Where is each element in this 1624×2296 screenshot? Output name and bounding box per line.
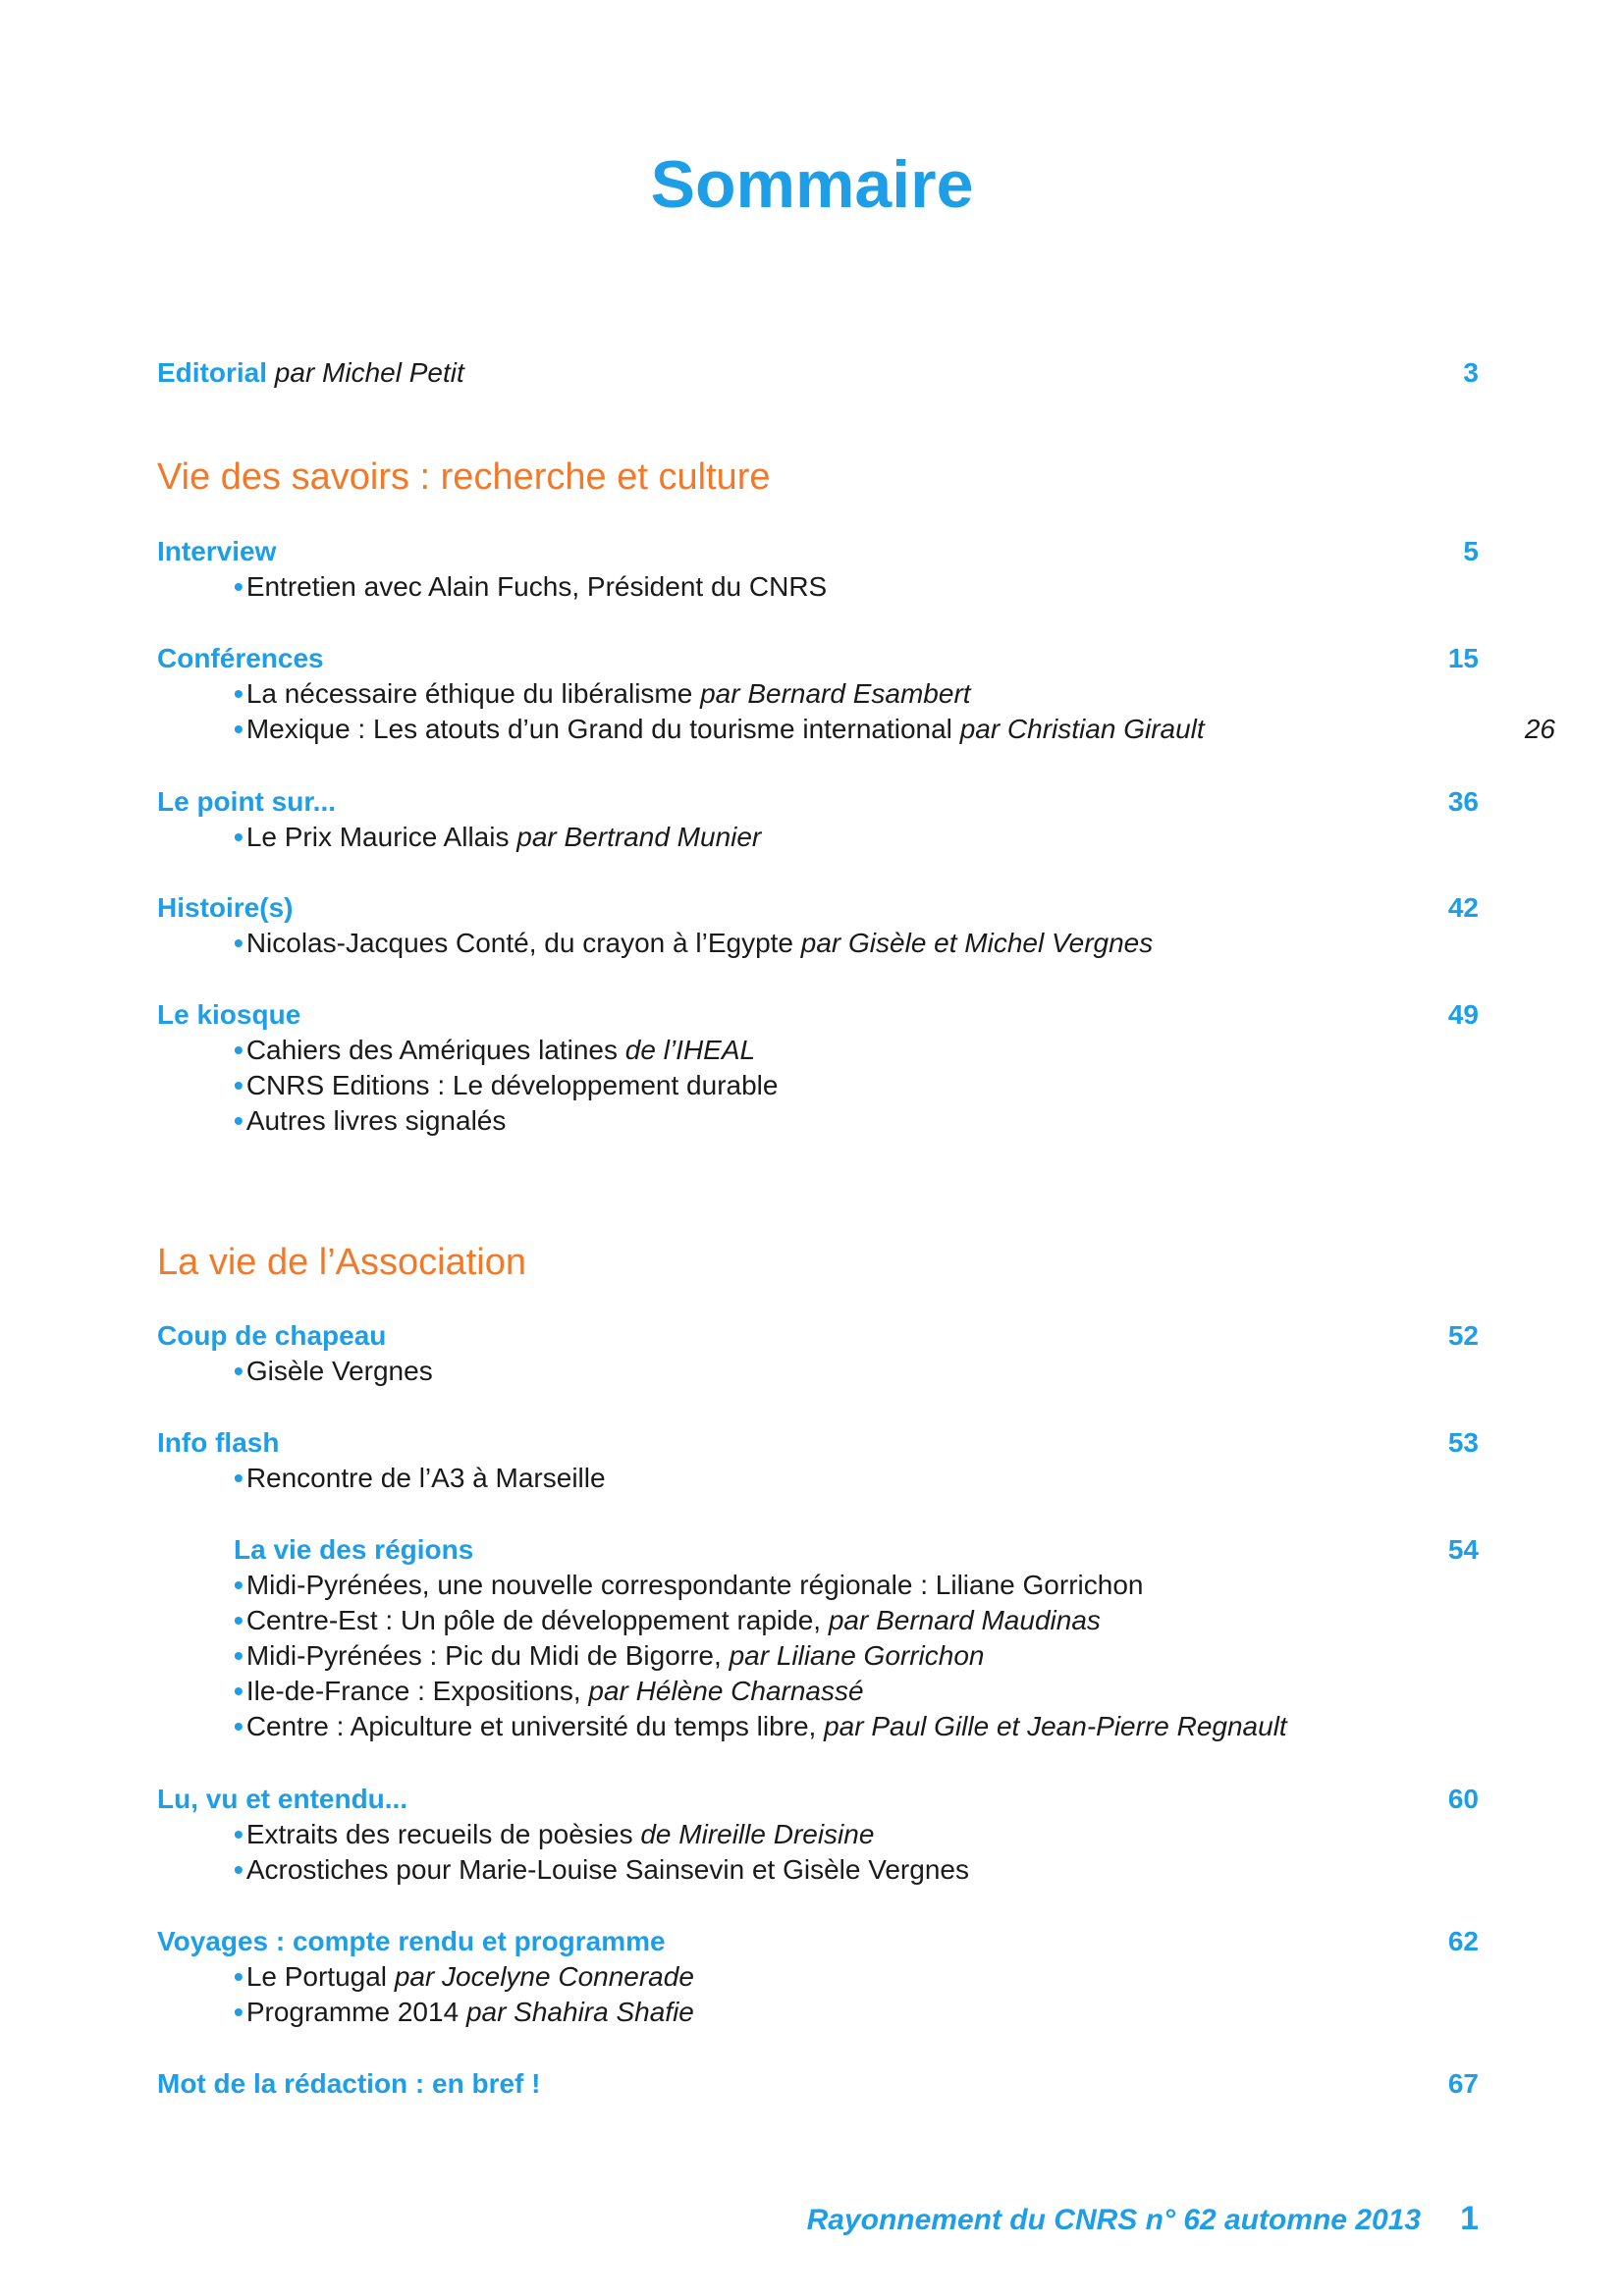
- toc-entry-kiosque[interactable]: [157, 997, 1479, 1033]
- page-number: 60: [1447, 1784, 1479, 1814]
- toc-item[interactable]: • Programme 2014 par Shahira Shafie: [234, 1997, 694, 2027]
- bullet-icon: •: [234, 1711, 244, 1741]
- bullet-icon: •: [234, 822, 244, 852]
- section-title: Mot de la rédaction : en bref !: [157, 2068, 541, 2099]
- toc-entry-regions[interactable]: [157, 1532, 1479, 1568]
- toc-entry-histoire[interactable]: [157, 890, 1479, 926]
- bullet-icon: •: [234, 1997, 244, 2027]
- toc-item[interactable]: • Gisèle Vergnes: [234, 1356, 433, 1386]
- bullet-icon: •: [234, 1640, 244, 1671]
- toc-item[interactable]: • Mexique : Les atouts d’un Grand du tourisme international par Christian Girault 26: [157, 712, 1555, 747]
- section-title: Lu, vu et entendu...: [157, 1784, 408, 1814]
- bullet-icon: •: [234, 1854, 244, 1885]
- bullet-icon: •: [234, 1070, 244, 1100]
- toc-item[interactable]: • Cahiers des Amériques latines de l’IHEAL: [234, 1035, 756, 1065]
- bullet-icon: •: [234, 714, 244, 744]
- toc-item[interactable]: • Midi-Pyrénées, une nouvelle correspondante régionale : Liliane Gorrichon: [234, 1570, 1144, 1600]
- page-number: 5: [1463, 536, 1479, 566]
- part-title-association: La vie de l’Association: [157, 1242, 526, 1283]
- page-number: 42: [1447, 892, 1479, 923]
- section-title: La vie des régions: [234, 1534, 474, 1565]
- folio-number: 1: [1460, 2200, 1479, 2237]
- page-number: 67: [1447, 2068, 1479, 2099]
- part-title-savoirs: Vie des savoirs : recherche et culture: [157, 456, 771, 498]
- bullet-icon: •: [234, 928, 244, 958]
- bullet-icon: •: [234, 571, 244, 602]
- page-number: 26: [1524, 714, 1555, 744]
- toc-entry-editorial[interactable]: [157, 355, 1479, 391]
- page-number: 62: [1447, 1926, 1479, 1956]
- toc-item[interactable]: • Ile-de-France : Expositions, par Hélène Charnassé: [234, 1676, 864, 1706]
- section-title: Le point sur...: [157, 786, 337, 817]
- page-number: 54: [1447, 1534, 1479, 1565]
- bullet-icon: •: [234, 1356, 244, 1386]
- page-number: 36: [1447, 786, 1479, 817]
- bullet-icon: •: [234, 1605, 244, 1635]
- bullet-icon: •: [234, 1961, 244, 1992]
- section-title: Voyages : compte rendu et programme: [157, 1926, 666, 1956]
- bullet-icon: •: [234, 1105, 244, 1136]
- toc-entry-flash[interactable]: [157, 1425, 1479, 1461]
- toc-item[interactable]: • Extraits des recueils de poèsies de Mireille Dreisine: [234, 1819, 875, 1849]
- toc-item[interactable]: • Centre : Apiculture et université du temps libre, par Paul Gille et Jean-Pierre Regnault: [234, 1711, 1287, 1741]
- page-number: 49: [1447, 999, 1479, 1030]
- journal-title: Rayonnement du CNRS n° 62 automne 2013: [806, 2204, 1422, 2236]
- section-title: Info flash: [157, 1427, 280, 1458]
- page-number: 53: [1447, 1427, 1479, 1458]
- section-title: Histoire(s): [157, 892, 294, 923]
- bullet-icon: •: [234, 678, 244, 709]
- page-title: Sommaire: [650, 147, 974, 222]
- toc-entry-interview[interactable]: [157, 534, 1479, 569]
- section-title: Editorial par Michel Petit: [157, 357, 464, 388]
- toc-item[interactable]: • Autres livres signalés: [234, 1105, 507, 1136]
- toc-item[interactable]: • CNRS Editions : Le développement durable: [234, 1070, 779, 1100]
- page-footer: [807, 2197, 1479, 2240]
- toc-item[interactable]: • Rencontre de l’A3 à Marseille: [234, 1463, 606, 1493]
- section-title: Interview: [157, 536, 277, 566]
- bullet-icon: •: [234, 1570, 244, 1600]
- toc-entry-conferences[interactable]: [157, 641, 1479, 676]
- section-title: Conférences: [157, 643, 324, 673]
- bullet-icon: •: [234, 1035, 244, 1065]
- page-number: 15: [1447, 643, 1479, 673]
- toc-item[interactable]: • La nécessaire éthique du libéralisme par Bernard Esambert: [234, 678, 971, 709]
- toc-entry-mot[interactable]: [157, 2066, 1479, 2102]
- toc-entry-chapeau[interactable]: [157, 1318, 1479, 1354]
- bullet-icon: •: [234, 1676, 244, 1706]
- section-title: Le kiosque: [157, 999, 301, 1030]
- toc-item[interactable]: • Nicolas-Jacques Conté, du crayon à l’Egypte par Gisèle et Michel Vergnes: [234, 928, 1154, 958]
- toc-item[interactable]: • Entretien avec Alain Fuchs, Président du CNRS: [234, 571, 828, 602]
- section-title: Coup de chapeau: [157, 1320, 387, 1351]
- toc-item[interactable]: • Le Portugal par Jocelyne Connerade: [234, 1961, 694, 1992]
- page-number: 3: [1463, 357, 1479, 388]
- page-number: 52: [1447, 1320, 1479, 1351]
- toc-entry-voyages[interactable]: [157, 1924, 1479, 1959]
- toc-item[interactable]: • Centre-Est : Un pôle de développement rapide, par Bernard Maudinas: [234, 1605, 1101, 1635]
- toc-item[interactable]: • Le Prix Maurice Allais par Bertrand Munier: [234, 822, 762, 852]
- toc-item[interactable]: • Midi-Pyrénées : Pic du Midi de Bigorre, par Liliane Gorrichon: [234, 1640, 985, 1671]
- bullet-icon: •: [234, 1463, 244, 1493]
- toc-entry-luvu[interactable]: [157, 1782, 1479, 1817]
- bullet-icon: •: [234, 1819, 244, 1849]
- toc-item[interactable]: • Acrostiches pour Marie-Louise Sainsevin et Gisèle Vergnes: [234, 1854, 969, 1885]
- toc-entry-point[interactable]: [157, 784, 1479, 820]
